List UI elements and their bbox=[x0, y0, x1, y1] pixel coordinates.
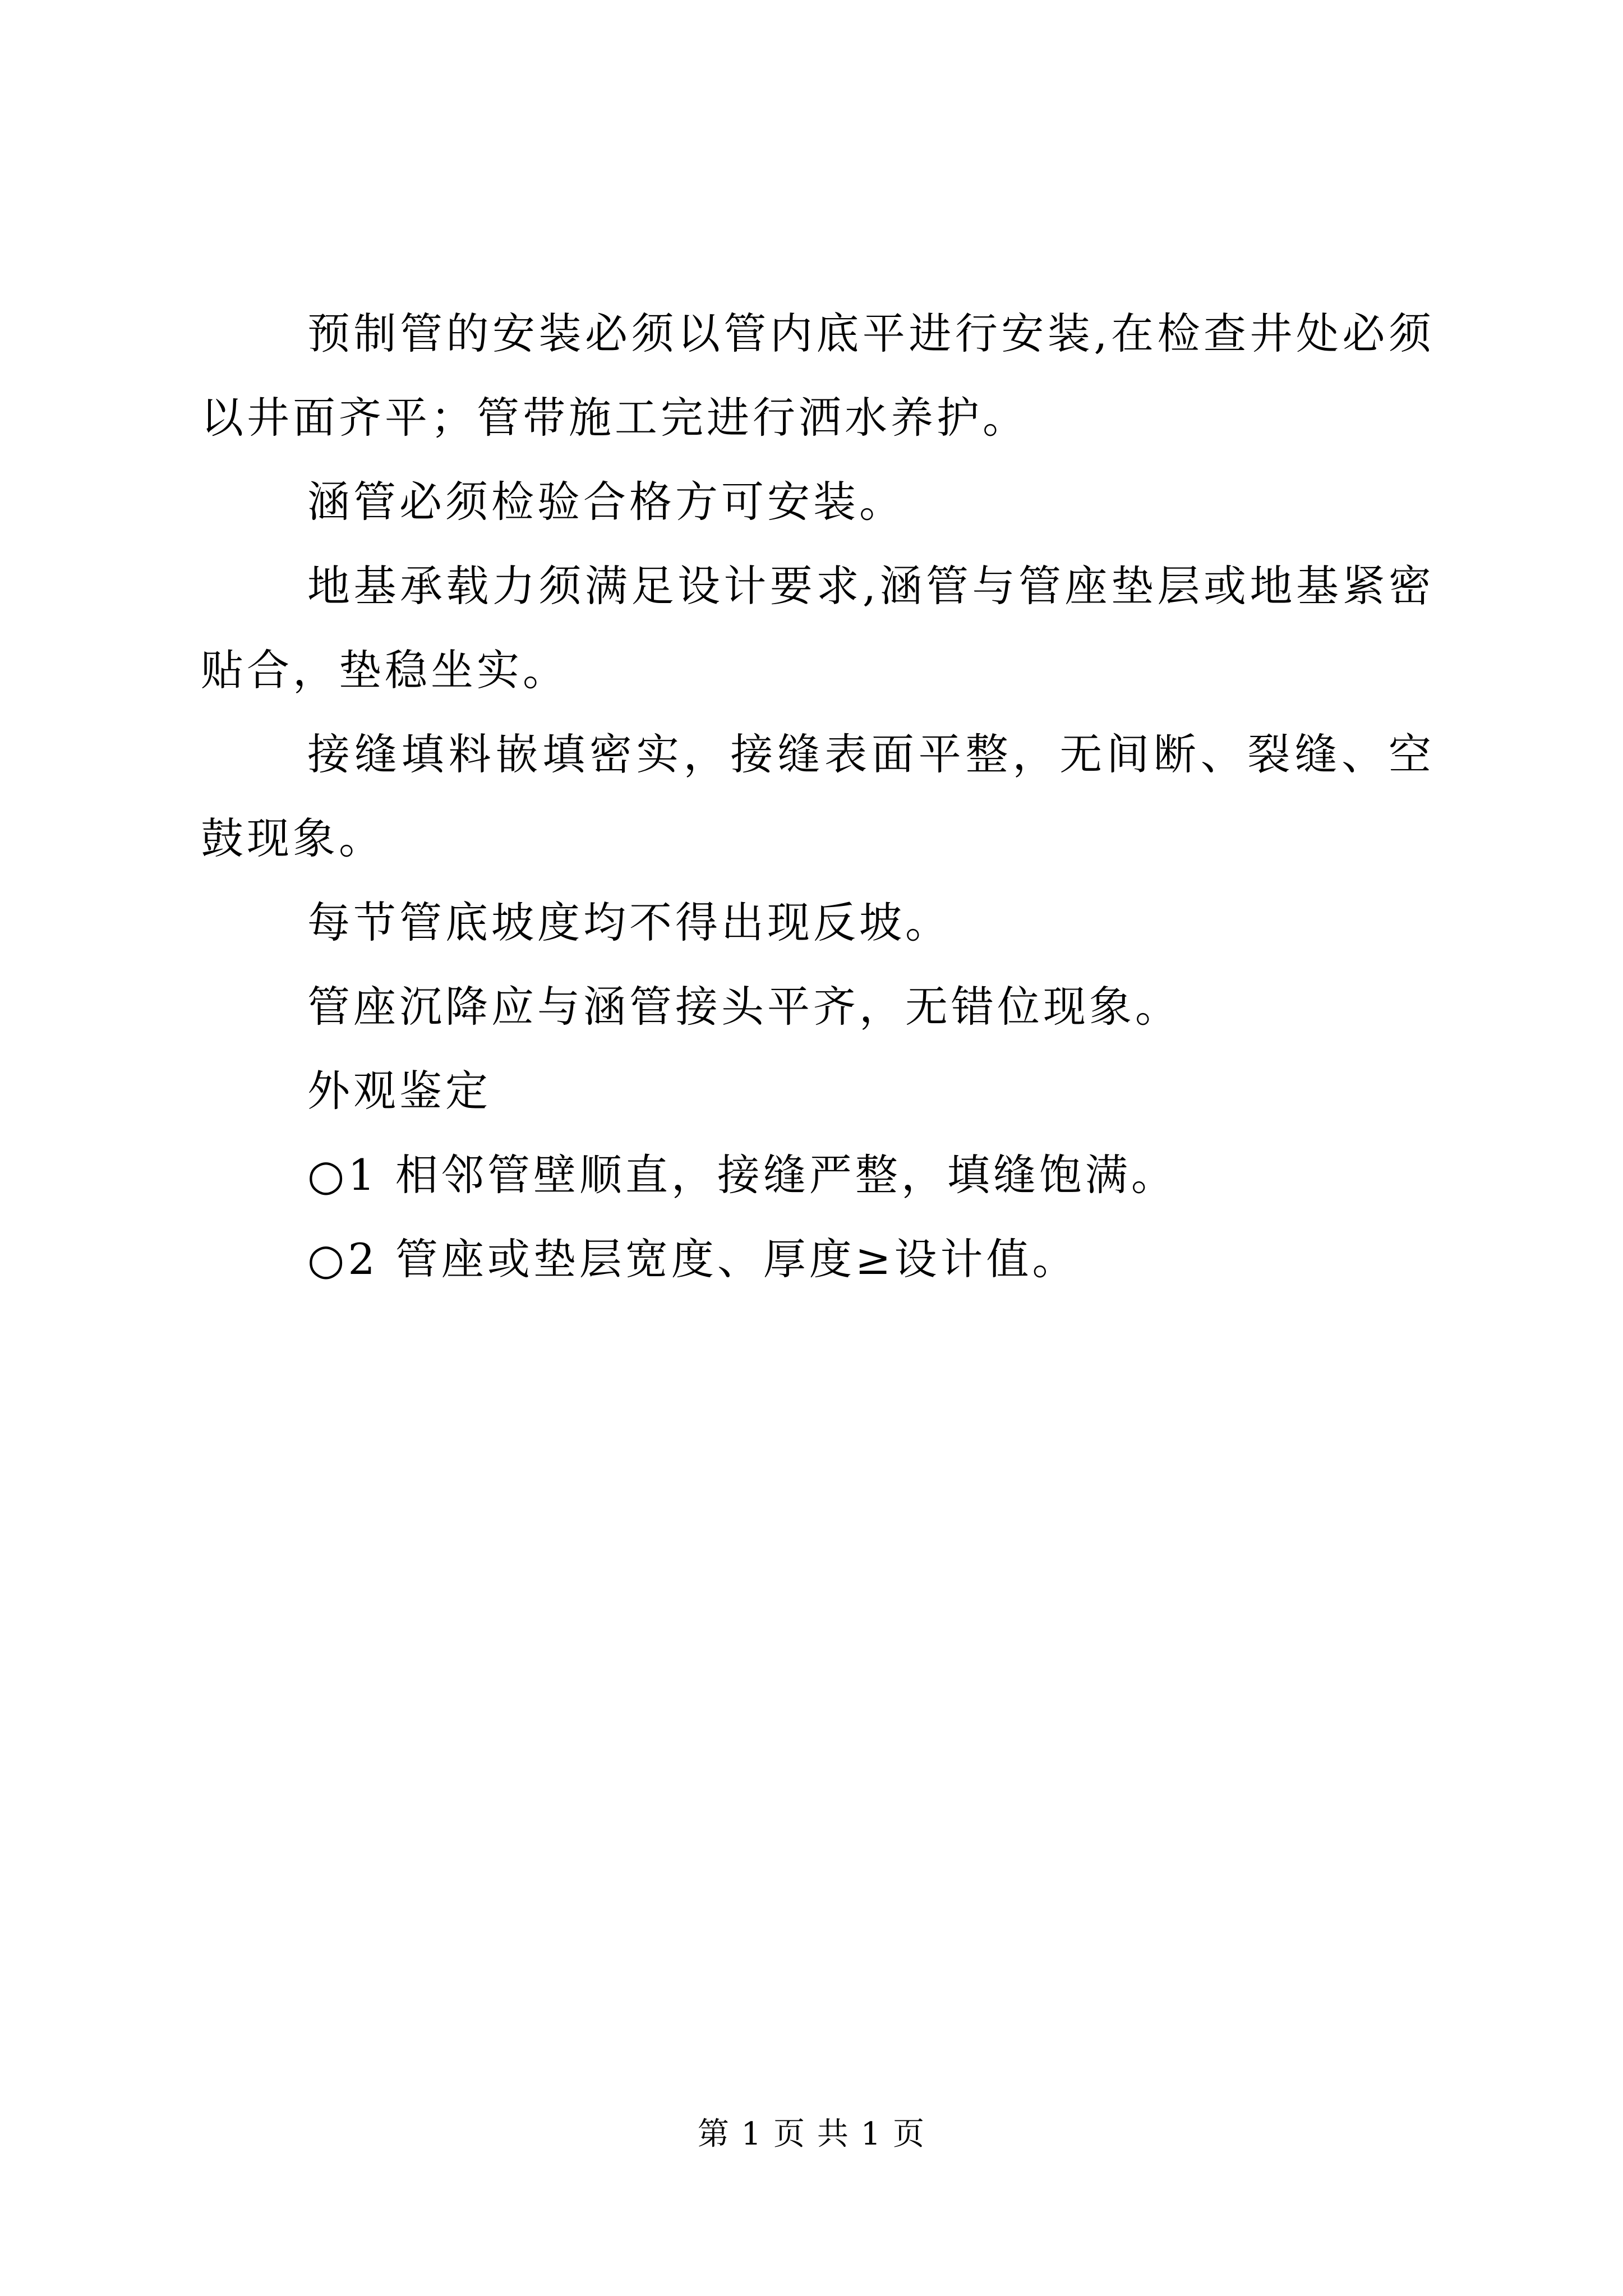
paragraph-slope: 每节管底坡度均不得出现反坡。 bbox=[307, 898, 951, 947]
page-footer: 第 1 页 共 1 页 bbox=[697, 2116, 926, 2152]
paragraph-installation: 预制管的安装必须以管内底平进行安装,在检查井处必须以井面齐平；管带施工完进行洒水养护。 bbox=[201, 309, 1435, 443]
paragraph-joint-filling: 接缝填料嵌填密实，接缝表面平整，无间断、裂缝、空鼓现象。 bbox=[201, 729, 1435, 863]
document-body bbox=[201, 292, 1435, 1301]
paragraph-appearance-heading: 外观鉴定 bbox=[307, 1066, 491, 1116]
paragraph-settlement: 管座沉降应与涵管接头平齐，无错位现象。 bbox=[307, 982, 1181, 1032]
paragraph-foundation: 地基承载力须满足设计要求,涵管与管座垫层或地基紧密贴合，垫稳坐实。 bbox=[201, 561, 1435, 695]
paragraph-inspection: 涵管必须检验合格方可安装。 bbox=[307, 477, 905, 527]
paragraph-appearance-item-2: ○2 管座或垫层宽度、厚度≥设计值。 bbox=[307, 1234, 1078, 1284]
paragraph-appearance-item-1: ○1 相邻管壁顺直，接缝严整，填缝饱满。 bbox=[307, 1150, 1177, 1200]
